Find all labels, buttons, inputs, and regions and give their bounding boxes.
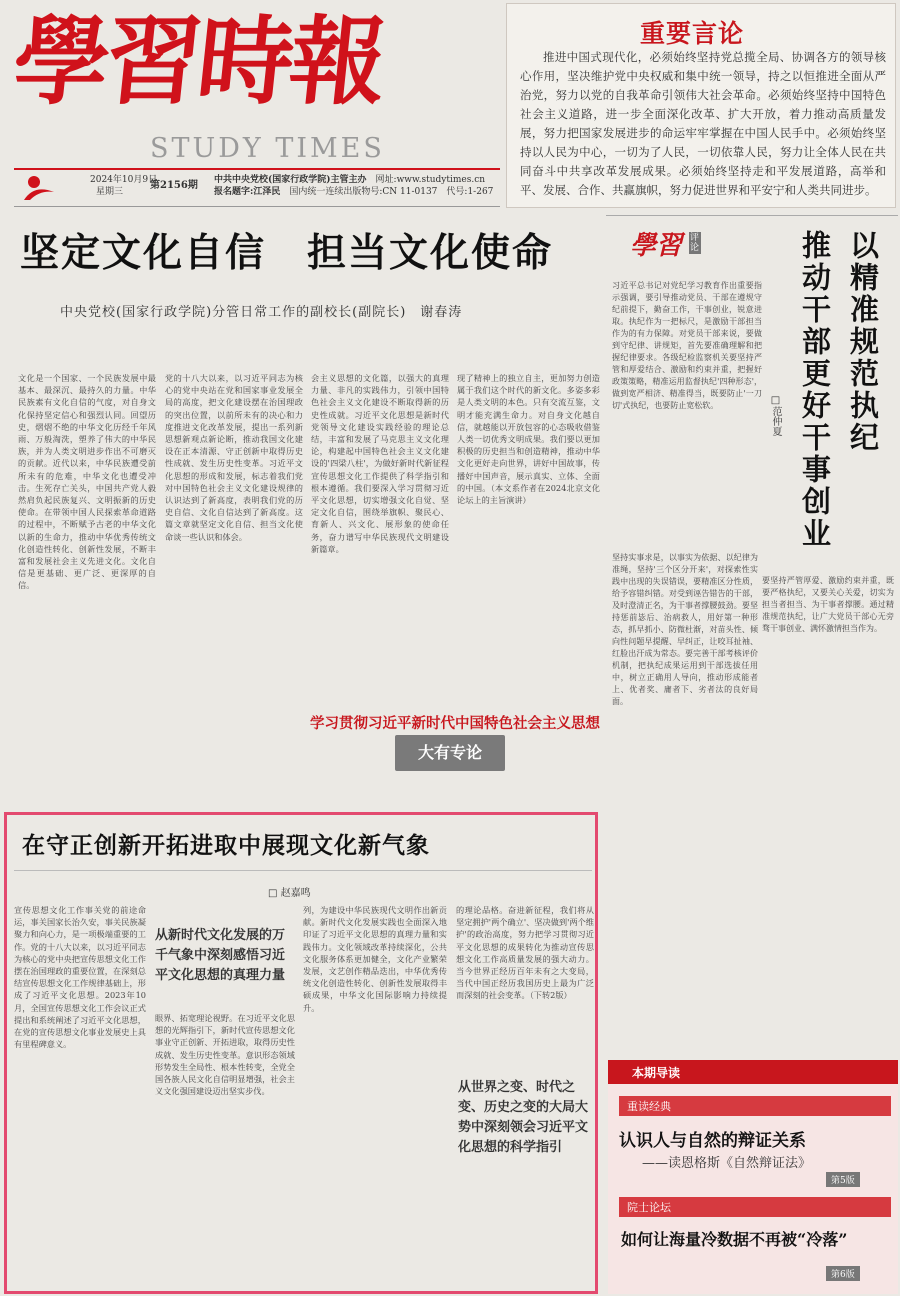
lead-column-1: 文化是一个国家、一个民族发展中最基本、最深沉、最持久的力量。中华民族素有文化自信的气度，对自身文化保持坚定信心和强烈认同。回望历史，熠熠不绝的中华文化历经千年风雨、万般淘洗，塑养了伟大的中华民族，并为人类文明进步作出不可磨灭的贡献。近代以来，中华民族遭受前所未有的危难，中华文化也遭受冲击。生死存亡关头，中国共产党人毅然肩负起民族复兴、文明振新的历史使命。在带领中国人民探索革命道路的过程中，不断赋予古老的中华文化以新的生命力，推动中华优秀传统文化创造性转化、创新性发展，不断丰富和发展社会主义先进文化。文化自信是更基础、更广泛、更深厚的自信。 <box>18 373 156 591</box>
issue-date: 2024年10月9日 星期三 <box>90 175 158 197</box>
xi-thought-banner: 学习贯彻习近平新时代中国特色社会主义思想 <box>310 715 600 732</box>
feature-column-4: 的理论品格。奋进新征程，我们将从坚定拥护'两个确立'、坚决做到'两个维护'的政治高度，努力把学习贯彻习近平文化思想的成果转化为推动宣传思想文化工作高质量发展的强大动力。当今世界正经历百年未有之大变局，当代中国正经历我国历史上最为广泛而深刻的社会变革。（下转2版） <box>456 905 594 1001</box>
editorial-title-line1: 以精准规范执纪 <box>846 230 880 454</box>
masthead-logo <box>8 4 484 136</box>
feature-title-rule <box>14 870 592 871</box>
editorial-column-3: 要坚持严管厚爱、激励约束并重，既要严格执纪，又要关心关爱，切实为担当者担当、为干事者撑腰。通过精准规范执纪，让广大党员干部心无旁骛干事创业、满怀激情担当作为。 <box>762 576 894 633</box>
logo-chinese: 學習時報 <box>8 5 388 118</box>
party-school-emblem-icon <box>22 170 56 204</box>
guide-item1-subtitle: ——读恩格斯《自然辩证法》 <box>642 1156 812 1171</box>
feature-author: □ 赵嘉鸣 <box>268 888 311 899</box>
lead-column-2: 党的十八大以来，以习近平同志为核心的党中央站在党和国家事业发展全局的高度，把文化建设摆在治国理政的突出位置，以前所未有的决心和力度推进文化改革发展，提出一系列新思想新观点新论断，推动我国文化建设在正本清源、守正创新中取得历史性成就、发生历史性变革。习近平文化思想的形成和发展，标志着我们党对中国特色社会主义文化建设规律的认识达到了新高度，表明我们党的历史自信、文化自信达到了新高度。这篇文章就坚定文化自信、担当文化使命谈一些认识和体会。 <box>165 373 303 542</box>
masthead-rule <box>14 168 500 170</box>
lead-headline: 坚定文化自信 担当文化使命 <box>20 231 554 276</box>
guide-item2-tag: 院士论坛 <box>619 1197 891 1217</box>
guide-item2-page[interactable]: 第6版 <box>826 1266 860 1281</box>
editorial-column-1: 习近平总书记对党纪学习教育作出重要指示强调，要引导推动党员、干部在遵规守纪前提下，勤奋工作，干事创业，锐意进取。执纪作为一把标尺，是激励干部担当作为的有力保障。对党员干部来说，要做到守纪律、讲规矩，首先要准确理解和把握纪律要求。各级纪检监察机关要坚持严管和厚爱结合、激励和约束并重，把握好政策策略，精准运用监督执纪'四种形态'，做到宽严相济、精准得当，既要防止'一刀切'式执纪，也要防止宽松软。 <box>612 281 762 410</box>
dayou-zhuanlun-label: 大有专论 <box>395 735 505 771</box>
editorial-top-rule <box>606 215 898 216</box>
feature-pull-quote-1: 从新时代文化发展的万千气象中深刻感悟习近平文化思想的真理力量 <box>155 928 286 983</box>
lead-byline: 中央党校(国家行政学院)分管日常工作的副校长(副院长) 谢春涛 <box>60 305 463 320</box>
feature-column-2: 眼界、拓宽理论视野。在习近平文化思想的光辉指引下，新时代宣传思想文化事业守正创新、开拓进取，取得历史性成就、发生历史性变革。意识形态领域形势发生全局性、根本性转变，全党全国各族人民文化自信明显增强，社会主义文化强国建设迈出坚实步伐。 <box>155 1013 295 1097</box>
editorial-author: □范仲夏 <box>770 395 781 436</box>
editorial-logo: 學習 <box>630 231 683 261</box>
editorial-column-2: 坚持实事求是，以事实为依据、以纪律为准绳，坚持'三个区分开来'，对探索性实践中出现的失误错误，要精准区分性质，给予容错纠错。对受到诬告错告的干部，及时澄清正名，为干事者撑腰鼓劲。要坚持惩前毖后、治病救人，用好第一种形态，抓早抓小、防微杜渐，对苗头性、倾向性问题早提醒、早纠正，让咬耳扯袖、红脸出汗成为常态。要完善干部考核评价机制，把执纪成果运用到干部选拔任用中，树立正确用人导向，推动形成能者上、优者奖、庸者下、劣者汰的良好局面。 <box>612 553 758 706</box>
feature-headline: 在守正创新开拓进取中展现文化新气象 <box>22 832 430 859</box>
lead-column-4: 现了精神上的独立自主，更加努力创造属于我们这个时代的新文化。多姿多彩是人类文明的本色。只有交流互鉴，文明才能充满生命力。对自身文化越自信，就越能以开放包容的心态吸收借鉴人类一切优秀文明成果。我们要以更加积极的历史担当和创造精神，推动中华文化更好走向世界，讲好中国故事，传播好中国声音，展示真实、立体、全面的中国。（本文系作者在2024北京文化论坛上的主旨演讲） <box>457 373 600 506</box>
editorial-logo-tag: 评论 <box>690 233 700 253</box>
editorial-title-line2: 推动干部更好干事创业 <box>798 230 832 550</box>
masthead-rule-bottom <box>14 206 500 207</box>
feature-column-1: 宣传思想文化工作事关党的前途命运，事关国家长治久安，事关民族凝聚力和向心力，是一项极端重要的工作。党的十八大以来，以习近平同志为核心的党中央把宣传思想文化工作摆在治国理政的重要位置，在深刻总结宣传思想文化工作规律基础上，形成了习近平文化思想。2023年10月，全国宣传思想文化工作会议正式提出和系统阐述了习近平文化思想，在党的宣传思想文化事业发展史上具有里程碑意义。 <box>14 905 146 1050</box>
feature-pull-quote-2: 从世界之变、时代之变、历史之变的大局大势中深刻领会习近平文化思想的科学指引 <box>458 1080 589 1155</box>
remarks-title: 重要言论 <box>640 19 745 48</box>
guide-item1-tag: 重读经典 <box>619 1096 891 1116</box>
guide-item1-title[interactable]: 认识人与自然的辩证关系 <box>619 1131 806 1151</box>
remarks-body: 推进中国式现代化，必须始终坚持党总揽全局、协调各方的领导核心作用，坚决维护党中央权威和集中统一领导，持之以恒推进全面从严治党，努力以党的自我革命引领伟大社会革命。必须始终坚持中国特色社会主义道路，进一步全面深化改革、扩大开放，着力推动高质量发展，努力把国家发展进步的命运牢牢掌握在中国人民手中。必须始终坚持以人民为中心，一切为了人民，一切依靠人民，努力让全体人民在共同奋斗中共享改革发展成果。必须始终坚持走和平发展道路，高举和平、发展、合作、共赢旗帜，努力促进世界和平安宁和人类共同进步。 <box>520 50 886 197</box>
guide-header-text: 本期导读 <box>632 1066 681 1080</box>
feature-column-3: 列，为建设中华民族现代文明作出新贡献。新时代文化发展实践也全面深入地印证了习近平文化思想的真理力量和实践伟力。文化领域改革持续深化，公共文化服务体系更加健全，文化产业繁荣发展，文艺创作精品迭出，中华优秀传统文化创造性转化、创新性发展取得丰硕成果，中华文化国际影响力持续提升。 <box>303 905 447 1013</box>
lead-column-3: 会主义思想的文化篇，以强大的真理力量、非凡的实践伟力，引领中国特色社会主义文化建设不断取得新的历史性成就。习近平文化思想是新时代党领导文化建设实践经验的理论总结，丰富和发展了马克思主义文化理论，构建起中国特色社会主义文化建设的'四梁八柱'，为做好新时代新征程宣传思想文化工作提供了科学指引和根本遵循。我们要深入学习贯彻习近平文化思想，切实增强文化自觉、坚定文化自信，围绕举旗帜、聚民心、育新人、兴文化、展形象的使命任务，奋力谱写中华民族现代文明建设新篇章。 <box>311 373 449 554</box>
guide-item2-title[interactable]: 如何让海量冷数据不再被“冷落” <box>621 1230 848 1249</box>
logo-english: STUDY TIMES <box>150 133 385 164</box>
guide-item1-page[interactable]: 第5版 <box>826 1172 860 1187</box>
issue-number: 第2156期 <box>150 180 198 191</box>
publisher-info: 中共中央党校(国家行政学院)主管主办 网址:www.studytimes.cn 报名题字:江泽民 国内统一连续出版物号:CN 11-0137 代号:1-267 <box>214 175 494 197</box>
